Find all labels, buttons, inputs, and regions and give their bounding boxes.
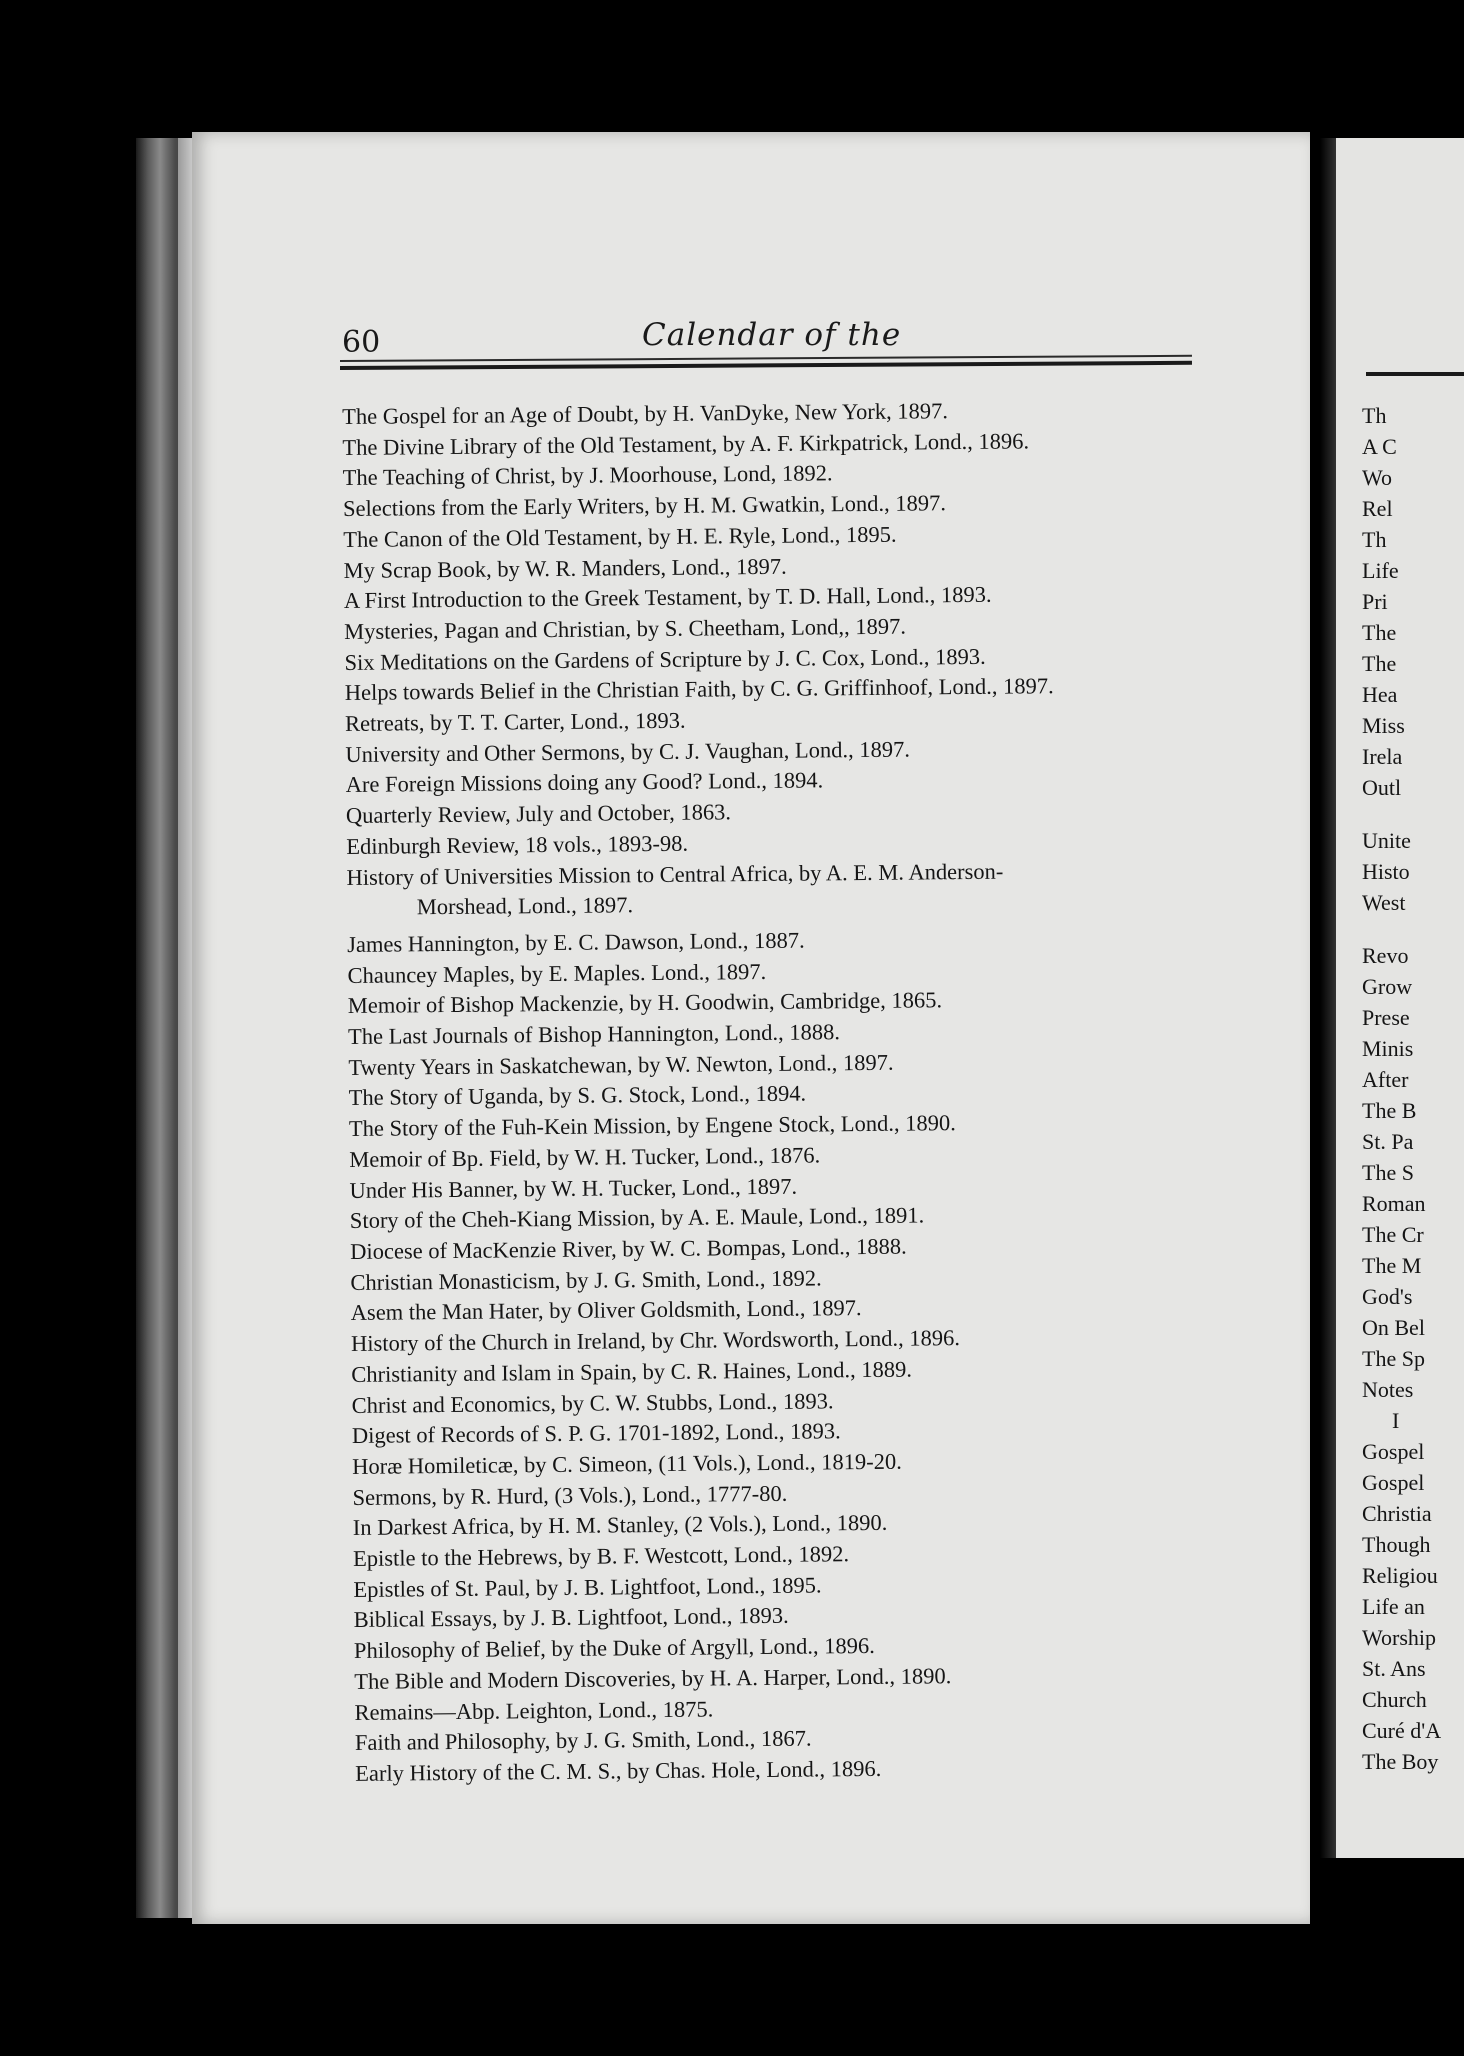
list-item: The Gospel for an Age of Doubt, by H. VanDyke, New York, 1897. (342, 398, 948, 429)
list-item: Edinburgh Review, 18 vols., 1893-98. (346, 830, 689, 859)
list-item-continuation: Morshead, Lond., 1897. (416, 892, 634, 920)
list-item: University and Other Sermons, by C. J. Vaughan, Lond., 1897. (345, 736, 911, 767)
list-item: The Divine Library of the Old Testament, by A. F. Kirkpatrick, Lond., 1896. (342, 428, 1030, 460)
list-item: Early History of the C. M. S., by Chas. Hole, Lond., 1896. (355, 1755, 882, 1786)
next-page-line: Life (1362, 558, 1399, 583)
next-page-line: Worship (1362, 1625, 1437, 1650)
list-item: History of the Church in Ireland, by Chr. Wordsworth, Lond., 1896. (350, 1325, 961, 1357)
next-page-line: A C (1362, 434, 1397, 459)
list-item: Twenty Years in Saskatchewan, by W. Newton, Lond., 1897. (348, 1049, 894, 1080)
next-page-line: Hea (1362, 682, 1398, 707)
list-item: Chauncey Maples, by E. Maples. Lond., 1897. (347, 958, 767, 988)
list-item: Biblical Essays, by J. B. Lightfoot, Lond., 1893. (353, 1603, 789, 1633)
next-page-line: Rel (1362, 496, 1393, 521)
list-item: Six Meditations on the Gardens of Scripture by J. C. Cox, Lond., 1893. (344, 643, 986, 675)
list-item: A First Introduction to the Greek Testament, by T. D. Hall, Lond., 1893. (343, 581, 992, 614)
next-page-line: Christia (1362, 1501, 1432, 1526)
next-page-line: Histo (1362, 859, 1410, 884)
left-page (192, 132, 1310, 1924)
next-page-line: Prese (1362, 1005, 1410, 1030)
next-page-line: Notes (1362, 1377, 1414, 1402)
next-page-line: Life an (1362, 1594, 1425, 1619)
list-item: Asem the Man Hater, by Oliver Goldsmith, Lond., 1897. (350, 1295, 862, 1326)
list-item: Memoir of Bishop Mackenzie, by H. Goodwin, Cambridge, 1865. (347, 987, 943, 1019)
list-item: Helps towards Belief in the Christian Faith, by C. G. Griffinhoof, Lond., 1897. (344, 673, 1054, 706)
list-item: The Last Journals of Bishop Hannington, Lond., 1888. (347, 1019, 841, 1050)
list-item: Epistles of St. Paul, by J. B. Lightfoot, Lond., 1895. (353, 1572, 822, 1602)
running-title: Calendar of the (642, 317, 902, 353)
page-gutter-shadow (1320, 138, 1336, 1858)
next-page-line: The (1362, 651, 1397, 676)
next-page-line: West (1362, 890, 1406, 915)
next-page-line: Wo (1362, 465, 1393, 490)
next-page-line: I (1392, 1408, 1400, 1433)
list-item: Quarterly Review, July and October, 1863. (345, 799, 732, 829)
list-item: Diocese of MacKenzie River, by W. C. Bompas, Lond., 1888. (350, 1233, 907, 1264)
right-page-fragment (1336, 138, 1464, 1858)
list-item: The Canon of the Old Testament, by H. E. Ryle, Lond., 1895. (343, 521, 897, 552)
list-item: The Story of the Fuh-Kein Mission, by Engene Stock, Lond., 1890. (348, 1110, 956, 1142)
list-item: The Teaching of Christ, by J. Moorhouse, Lond, 1892. (342, 460, 833, 491)
list-item: Under His Banner, by W. H. Tucker, Lond., 1897. (349, 1173, 798, 1203)
next-page-line: Th (1362, 403, 1387, 428)
next-page-line: On Bel (1362, 1315, 1425, 1340)
next-page-line: Irela (1362, 744, 1403, 769)
next-page-line: Pri (1362, 589, 1388, 614)
next-page-line: The Sp (1362, 1346, 1425, 1371)
next-page-line: Miss (1362, 713, 1405, 738)
list-item: History of Universities Mission to Central Africa, by A. E. M. Anderson- (346, 858, 1004, 890)
list-item: Christian Monasticism, by J. G. Smith, Lond., 1892. (350, 1265, 822, 1295)
next-page-line: God's (1362, 1284, 1413, 1309)
list-item: Digest of Records of S. P. G. 1701-1892, Lond., 1893. (351, 1418, 841, 1449)
list-item: Are Foreign Missions doing any Good? Lond., 1894. (345, 767, 824, 798)
next-page-line: The Cr (1362, 1222, 1424, 1247)
list-item: Epistle to the Hebrews, by B. F. Westcott, Lond., 1892. (352, 1541, 850, 1571)
next-page-line: After (1362, 1067, 1409, 1092)
list-item: Mysteries, Pagan and Christian, by S. Cheetham, Lond,, 1897. (344, 613, 907, 644)
list-item: Retreats, by T. T. Carter, Lond., 1893. (344, 707, 686, 737)
list-item: James Hannington, by E. C. Dawson, Lond., 1887. (347, 927, 805, 957)
list-item: Christianity and Islam in Spain, by C. R. Haines, Lond., 1889. (351, 1356, 913, 1387)
list-item: Story of the Cheh-Kiang Mission, by A. E. Maule, Lond., 1891. (349, 1202, 925, 1234)
next-page-line: The B (1362, 1098, 1417, 1123)
next-page-line: Outl (1362, 775, 1402, 800)
next-page-line: Th (1362, 527, 1387, 552)
list-item: The Bible and Modern Discoveries, by H. A. Harper, Lond., 1890. (354, 1663, 952, 1694)
next-page-line: Minis (1362, 1036, 1414, 1061)
next-page-line: Church (1362, 1687, 1427, 1712)
next-page-line: The Boy (1362, 1749, 1439, 1774)
next-page-lines (1362, 400, 1441, 1777)
book-list (342, 394, 1235, 1790)
list-item: Horæ Homileticæ, by C. Simeon, (11 Vols.), Lond., 1819-20. (352, 1448, 902, 1479)
next-page-line: Roman (1362, 1191, 1426, 1216)
list-item: The Story of Uganda, by S. G. Stock, Lond., 1894. (348, 1081, 807, 1111)
next-page-line: The M (1362, 1253, 1422, 1278)
next-page-line: St. Ans (1362, 1656, 1426, 1681)
list-item: Remains—Abp. Leighton, Lond., 1875. (354, 1696, 714, 1725)
list-item: Christ and Economics, by C. W. Stubbs, Lond., 1893. (351, 1387, 834, 1418)
next-page-line: Unite (1362, 828, 1411, 853)
list-item: Philosophy of Belief, by the Duke of Argyll, Lond., 1896. (353, 1633, 875, 1664)
next-page-line: Gospel (1362, 1439, 1425, 1464)
next-page-line: The (1362, 620, 1397, 645)
next-page-line: Revo (1362, 943, 1409, 968)
next-page-line: Religiou (1362, 1563, 1438, 1588)
list-item: Sermons, by R. Hurd, (3 Vols.), Lond., 1777-80. (352, 1480, 788, 1510)
next-page-line: Gospel (1362, 1470, 1425, 1495)
next-page-line: St. Pa (1362, 1129, 1414, 1154)
next-page-line: Curé d'A (1362, 1718, 1442, 1743)
list-item: In Darkest Africa, by H. M. Stanley, (2 Vols.), Lond., 1890. (352, 1510, 888, 1541)
next-page-line: Though (1362, 1532, 1431, 1557)
list-item: Selections from the Early Writers, by H. M. Gwatkin, Lond., 1897. (342, 490, 947, 522)
next-page-line: The S (1362, 1160, 1414, 1185)
list-item: Faith and Philosophy, by J. G. Smith, Lond., 1867. (354, 1725, 812, 1756)
next-page-rule (1366, 372, 1464, 376)
list-item: Memoir of Bp. Field, by W. H. Tucker, Lond., 1876. (349, 1142, 821, 1172)
page-number: 60 (342, 325, 381, 360)
list-item: My Scrap Book, by W. R. Manders, Lond., 1897. (343, 553, 787, 583)
next-page-line: Grow (1362, 974, 1413, 999)
